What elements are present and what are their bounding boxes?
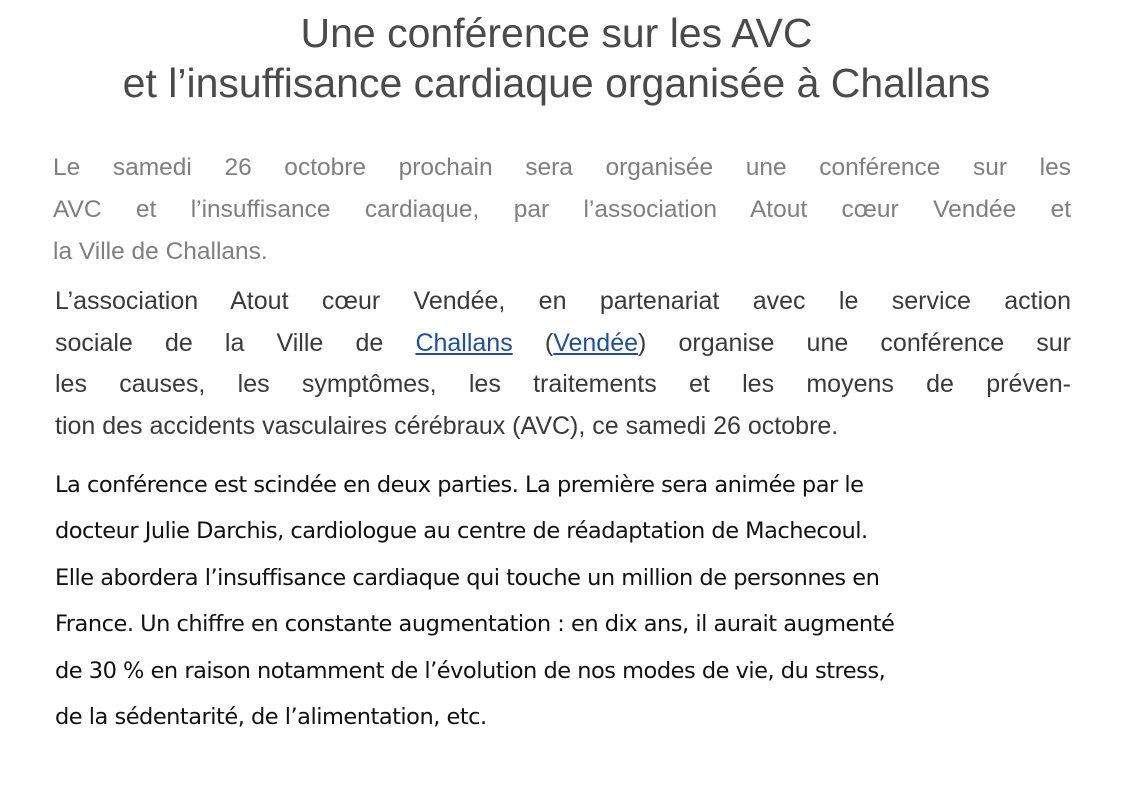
- paragraph-intro: [55, 281, 1071, 447]
- paragraph-line: tion des accidents vasculaires cérébraux (AVC), ce samedi 26 octobre.: [55, 411, 839, 440]
- link-vendee[interactable]: Vendée: [553, 328, 639, 357]
- paragraph-line: docteur Julie Darchis, cardiologue au centre de réadaptation de Machecoul.: [55, 518, 868, 545]
- title-line-1: Une conférence sur les AVC: [300, 10, 813, 56]
- paragraph-line: les causes, les symptômes, les traitements et les moyens de préven-: [55, 370, 1071, 398]
- article-title: [0, 8, 1113, 108]
- lead-line: la Ville de Challans.: [53, 238, 268, 265]
- link-challans[interactable]: Challans: [415, 328, 513, 357]
- paragraph-line: France. Un chiffre en constante augmentation : en dix ans, il aurait augmenté: [55, 611, 895, 638]
- paragraph-line: [55, 323, 1071, 365]
- paragraph-conference-details: [55, 462, 1065, 740]
- text-fragment: (: [512, 328, 554, 357]
- text-fragment: sociale de la Ville de: [55, 328, 416, 357]
- title-line-2: et l’insuffisance cardiaque organisée à Challans: [122, 60, 991, 106]
- paragraph-line: L’association Atout cœur Vendée, en partenariat avec le service action: [55, 287, 1071, 315]
- paragraph-line: Elle abordera l’insuffisance cardiaque qui touche un million de personnes en: [55, 564, 880, 591]
- article-lead: [53, 147, 1071, 273]
- lead-line: Le samedi 26 octobre prochain sera organisée une conférence sur les: [53, 154, 1071, 181]
- paragraph-line: La conférence est scindée en deux parties. La première sera animée par le: [55, 472, 864, 498]
- lead-line: AVC et l’insuffisance cardiaque, par l’association Atout cœur Vendée et: [53, 196, 1071, 223]
- paragraph-line: de la sédentarité, de l’alimentation, etc.: [55, 704, 487, 731]
- text-fragment: ) organise une conférence sur: [638, 328, 1071, 357]
- paragraph-line: de 30 % en raison notamment de l’évolution de nos modes de vie, du stress,: [55, 657, 886, 684]
